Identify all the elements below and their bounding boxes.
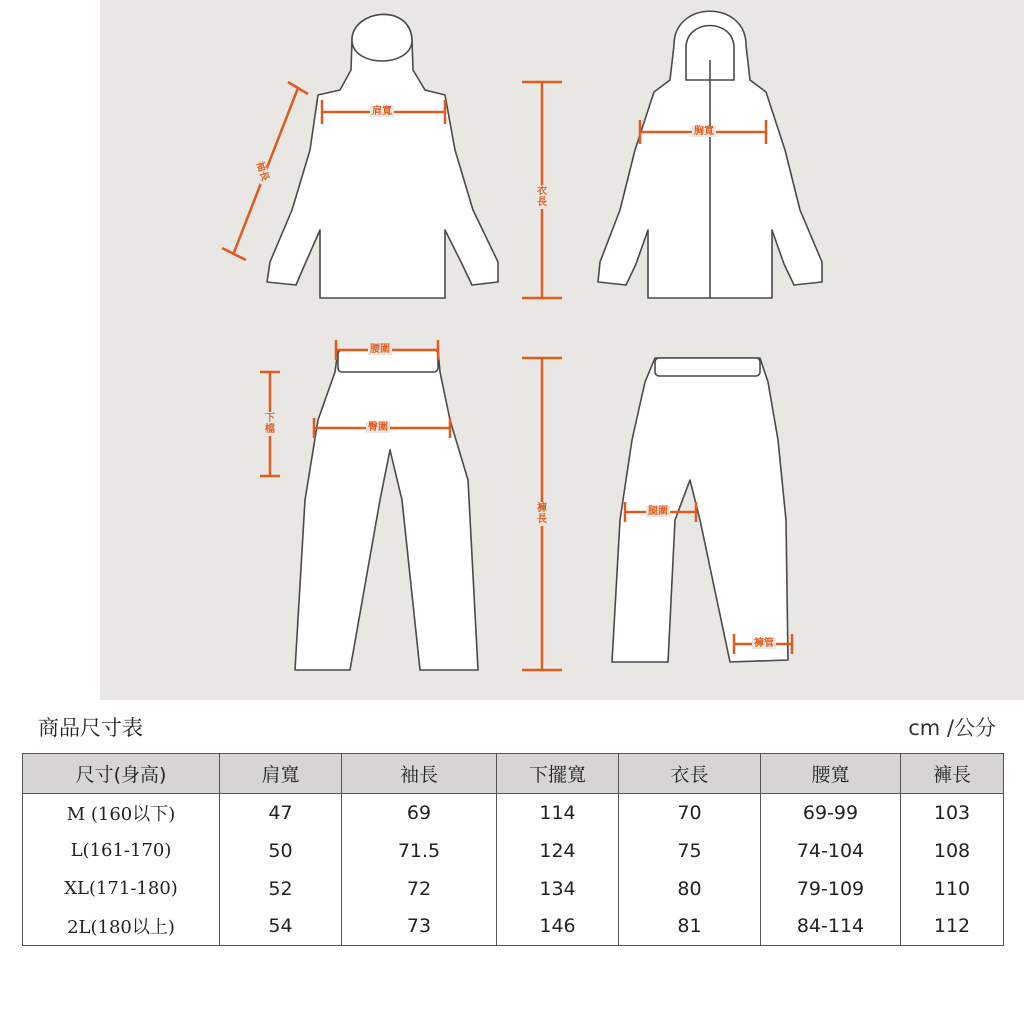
- cell: 79-109: [761, 870, 901, 908]
- label-thigh: 腿圍: [648, 506, 668, 517]
- table-header-row: [23, 754, 1004, 794]
- label-garment-length: 衣長: [537, 186, 547, 208]
- cell: 114: [497, 794, 619, 832]
- size-table: [22, 753, 1004, 946]
- cell-size: M (160以下): [23, 794, 220, 832]
- header-pants-length: 褲長: [901, 754, 1004, 794]
- cell-size: 2L(180以上): [23, 908, 220, 946]
- header-shoulder: 肩寬: [220, 754, 342, 794]
- cell: 47: [220, 794, 342, 832]
- garment-illustration: [100, 0, 1024, 700]
- label-sleeve-length: 袖長: [253, 160, 271, 183]
- cell: 74-104: [761, 832, 901, 870]
- cell: 108: [901, 832, 1004, 870]
- label-rise: 下檔: [265, 413, 275, 435]
- label-leg-opening: 褲管: [754, 638, 774, 649]
- cell: 52: [220, 870, 342, 908]
- header-length: 衣長: [619, 754, 761, 794]
- cell: 70: [619, 794, 761, 832]
- cell: 71.5: [342, 832, 497, 870]
- unit-label: cm /公分: [908, 716, 996, 740]
- label-hip: 臀圍: [368, 422, 388, 433]
- header-hem: 下擺寬: [497, 754, 619, 794]
- cell: 84-114: [761, 908, 901, 946]
- cell: 124: [497, 832, 619, 870]
- cell: 146: [497, 908, 619, 946]
- table-row: [23, 832, 1004, 870]
- cell: 75: [619, 832, 761, 870]
- label-chest-width: 胸寬: [694, 126, 714, 137]
- cell: 54: [220, 908, 342, 946]
- size-diagram: [100, 0, 1024, 700]
- pants-front: [612, 358, 788, 662]
- cell: 72: [342, 870, 497, 908]
- cell-size: XL(171-180): [23, 870, 220, 908]
- cell: 134: [497, 870, 619, 908]
- label-waist: 腰圍: [370, 344, 390, 355]
- table-title: 商品尺寸表: [38, 716, 143, 740]
- table-row: [23, 794, 1004, 832]
- cell: 69-99: [761, 794, 901, 832]
- pants-back: [295, 350, 478, 670]
- cell: 81: [619, 908, 761, 946]
- cell: 80: [619, 870, 761, 908]
- label-shoulder-width: 肩寬: [372, 106, 392, 117]
- header-size: 尺寸(身高): [23, 754, 220, 794]
- cell: 50: [220, 832, 342, 870]
- header-sleeve: 袖長: [342, 754, 497, 794]
- cell: 110: [901, 870, 1004, 908]
- header-waist: 腰寬: [761, 754, 901, 794]
- cell: 73: [342, 908, 497, 946]
- table-row: [23, 870, 1004, 908]
- cell-size: L(161-170): [23, 832, 220, 870]
- cell: 69: [342, 794, 497, 832]
- cell: 112: [901, 908, 1004, 946]
- table-row: [23, 908, 1004, 946]
- label-pants-length: 褲長: [537, 503, 547, 525]
- cell: 103: [901, 794, 1004, 832]
